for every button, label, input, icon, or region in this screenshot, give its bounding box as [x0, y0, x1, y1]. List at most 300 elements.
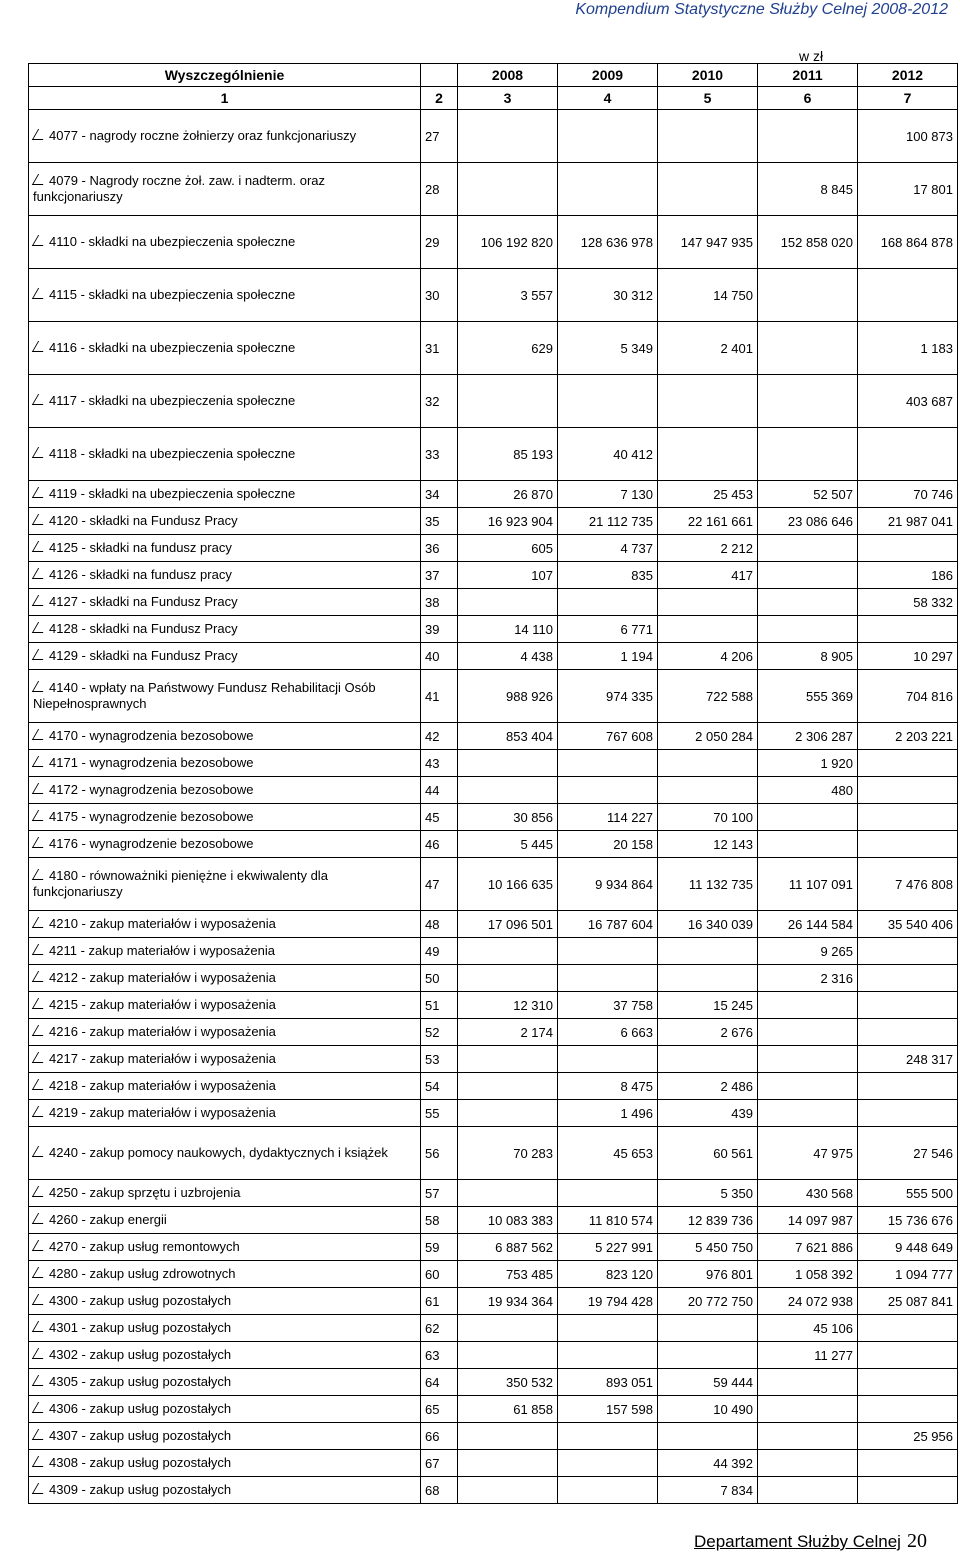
value-cell-2010: 60 561	[658, 1127, 758, 1180]
value-cell-2012	[858, 804, 958, 831]
row-description-text: 4302 - zakup usług pozostałych	[49, 1347, 232, 1362]
value-cell-2009: 37 758	[558, 992, 658, 1019]
row-description	[29, 322, 421, 375]
value-cell-2012: 704 816	[858, 670, 958, 723]
value-cell-2012	[858, 938, 958, 965]
value-cell-2008	[458, 1450, 558, 1477]
value-cell-2009: 823 120	[558, 1261, 658, 1288]
row-description-text: 4176 - wynagrodzenie bezosobowe	[49, 836, 254, 851]
value-cell-2010	[658, 750, 758, 777]
cell-marker-icon	[32, 1079, 49, 1090]
row-index: 38	[421, 589, 458, 616]
row-description-text: 4119 - składki na ubezpieczenia społeczne	[49, 486, 296, 501]
table-row	[29, 992, 958, 1019]
row-description-text: 4079 - Nagrody roczne żoł. zaw. i nadterm. oraz funkcjonariuszy	[33, 173, 326, 204]
row-description	[29, 858, 421, 911]
row-index: 68	[421, 1477, 458, 1504]
table-row	[29, 938, 958, 965]
row-description	[29, 589, 421, 616]
row-description-text: 4240 - zakup pomocy naukowych, dydaktycznych i książek	[49, 1145, 388, 1160]
row-description	[29, 535, 421, 562]
value-cell-2012: 100 873	[858, 110, 958, 163]
table-row	[29, 1342, 958, 1369]
row-description-text: 4140 - wpłaty na Państwowy Fundusz Rehabilitacji Osób Niepełnosprawnych	[33, 680, 376, 711]
value-cell-2012: 168 864 878	[858, 216, 958, 269]
value-cell-2011	[758, 1073, 858, 1100]
value-cell-2011: 2 316	[758, 965, 858, 992]
cell-marker-icon	[32, 681, 49, 692]
value-cell-2008: 107	[458, 562, 558, 589]
row-description	[29, 1207, 421, 1234]
row-description	[29, 1019, 421, 1046]
row-index: 34	[421, 481, 458, 508]
value-cell-2012: 15 736 676	[858, 1207, 958, 1234]
value-cell-2009: 8 475	[558, 1073, 658, 1100]
value-cell-2011: 9 265	[758, 938, 858, 965]
row-description	[29, 1315, 421, 1342]
value-cell-2010: 439	[658, 1100, 758, 1127]
value-cell-2011: 1 920	[758, 750, 858, 777]
row-index: 61	[421, 1288, 458, 1315]
page-footer	[694, 1530, 927, 1553]
cell-marker-icon	[32, 971, 49, 982]
value-cell-2008: 30 856	[458, 804, 558, 831]
value-cell-2012	[858, 1477, 958, 1504]
value-cell-2010	[658, 1342, 758, 1369]
value-cell-2010: 12 839 736	[658, 1207, 758, 1234]
value-cell-2011	[758, 1019, 858, 1046]
row-description-text: 4128 - składki na Fundusz Pracy	[49, 621, 238, 636]
value-cell-2011: 24 072 938	[758, 1288, 858, 1315]
value-cell-2008	[458, 1423, 558, 1450]
value-cell-2008	[458, 110, 558, 163]
row-description	[29, 938, 421, 965]
cell-marker-icon	[32, 729, 49, 740]
value-cell-2012	[858, 1019, 958, 1046]
value-cell-2012: 70 746	[858, 481, 958, 508]
row-description-text: 4280 - zakup usług zdrowotnych	[49, 1266, 236, 1281]
table-row	[29, 911, 958, 938]
value-cell-2008	[458, 1315, 558, 1342]
row-index: 29	[421, 216, 458, 269]
row-description-text: 4305 - zakup usług pozostałych	[49, 1374, 232, 1389]
table-row	[29, 1477, 958, 1504]
value-cell-2010	[658, 965, 758, 992]
value-cell-2010: 44 392	[658, 1450, 758, 1477]
value-cell-2009: 7 130	[558, 481, 658, 508]
row-index: 67	[421, 1450, 458, 1477]
value-cell-2011: 152 858 020	[758, 216, 858, 269]
value-cell-2009: 835	[558, 562, 658, 589]
cell-marker-icon	[32, 622, 49, 633]
value-cell-2008: 5 445	[458, 831, 558, 858]
value-cell-2010: 4 206	[658, 643, 758, 670]
cell-marker-icon	[32, 783, 49, 794]
cell-marker-icon	[32, 1483, 49, 1494]
value-cell-2012	[858, 992, 958, 1019]
value-cell-2010	[658, 1046, 758, 1073]
row-description	[29, 1046, 421, 1073]
value-cell-2009: 16 787 604	[558, 911, 658, 938]
row-index: 32	[421, 375, 458, 428]
value-cell-2008: 70 283	[458, 1127, 558, 1180]
value-cell-2011: 52 507	[758, 481, 858, 508]
value-cell-2008: 2 174	[458, 1019, 558, 1046]
row-description-text: 4215 - zakup materiałów i wyposażenia	[49, 997, 276, 1012]
value-cell-2008: 16 923 904	[458, 508, 558, 535]
row-description	[29, 1073, 421, 1100]
value-cell-2012	[858, 777, 958, 804]
table-row	[29, 1207, 958, 1234]
value-cell-2011	[758, 562, 858, 589]
row-index: 66	[421, 1423, 458, 1450]
value-cell-2009: 5 349	[558, 322, 658, 375]
row-description	[29, 481, 421, 508]
value-cell-2010	[658, 428, 758, 481]
cell-marker-icon	[32, 756, 49, 767]
table-row	[29, 322, 958, 375]
page-number: 20	[906, 1530, 927, 1552]
table-row	[29, 481, 958, 508]
table-row	[29, 269, 958, 322]
value-cell-2008	[458, 777, 558, 804]
value-cell-2008: 26 870	[458, 481, 558, 508]
value-cell-2010: 2 050 284	[658, 723, 758, 750]
cell-marker-icon	[32, 174, 49, 185]
cell-marker-icon	[32, 595, 49, 606]
value-cell-2010: 25 453	[658, 481, 758, 508]
value-cell-2011	[758, 804, 858, 831]
header-cell: Wyszczególnienie	[29, 64, 421, 87]
table-row	[29, 1315, 958, 1342]
value-cell-2012: 21 987 041	[858, 508, 958, 535]
value-cell-2008	[458, 1477, 558, 1504]
value-cell-2011	[758, 992, 858, 1019]
table-row	[29, 804, 958, 831]
row-description	[29, 562, 421, 589]
cell-marker-icon	[32, 1348, 49, 1359]
value-cell-2008	[458, 750, 558, 777]
value-cell-2012: 403 687	[858, 375, 958, 428]
row-description	[29, 616, 421, 643]
value-cell-2011	[758, 428, 858, 481]
cell-marker-icon	[32, 1240, 49, 1251]
value-cell-2011: 14 097 987	[758, 1207, 858, 1234]
row-index: 48	[421, 911, 458, 938]
value-cell-2012	[858, 1315, 958, 1342]
value-cell-2011	[758, 616, 858, 643]
row-description	[29, 110, 421, 163]
footer-department: Departament Służby Celnej	[694, 1532, 901, 1551]
cell-marker-icon	[32, 235, 49, 246]
row-description	[29, 269, 421, 322]
value-cell-2009: 893 051	[558, 1369, 658, 1396]
value-cell-2010	[658, 375, 758, 428]
value-cell-2012: 58 332	[858, 589, 958, 616]
row-description	[29, 777, 421, 804]
value-cell-2011: 480	[758, 777, 858, 804]
row-description	[29, 428, 421, 481]
value-cell-2008: 10 166 635	[458, 858, 558, 911]
value-cell-2011: 11 107 091	[758, 858, 858, 911]
row-description-text: 4216 - zakup materiałów i wyposażenia	[49, 1024, 276, 1039]
value-cell-2011	[758, 589, 858, 616]
table-row	[29, 1396, 958, 1423]
row-index: 44	[421, 777, 458, 804]
row-description-text: 4171 - wynagrodzenia bezosobowe	[49, 755, 254, 770]
row-description	[29, 911, 421, 938]
row-index: 49	[421, 938, 458, 965]
row-index: 35	[421, 508, 458, 535]
value-cell-2011	[758, 1046, 858, 1073]
value-cell-2011	[758, 269, 858, 322]
row-index: 53	[421, 1046, 458, 1073]
value-cell-2009: 767 608	[558, 723, 658, 750]
value-cell-2008: 12 310	[458, 992, 558, 1019]
row-description	[29, 1477, 421, 1504]
row-index: 47	[421, 858, 458, 911]
table-row	[29, 163, 958, 216]
row-description-text: 4118 - składki na ubezpieczenia społeczne	[49, 446, 296, 461]
value-cell-2009: 5 227 991	[558, 1234, 658, 1261]
value-cell-2009: 157 598	[558, 1396, 658, 1423]
row-index: 57	[421, 1180, 458, 1207]
value-cell-2012: 25 956	[858, 1423, 958, 1450]
value-cell-2010: 2 212	[658, 535, 758, 562]
value-cell-2012: 1 094 777	[858, 1261, 958, 1288]
value-cell-2012	[858, 1073, 958, 1100]
row-index: 64	[421, 1369, 458, 1396]
table-row	[29, 723, 958, 750]
header-cell: 2010	[658, 64, 758, 87]
row-description	[29, 643, 421, 670]
value-cell-2009: 114 227	[558, 804, 658, 831]
value-cell-2011: 8 905	[758, 643, 858, 670]
table-row	[29, 1369, 958, 1396]
value-cell-2009: 1 496	[558, 1100, 658, 1127]
cell-marker-icon	[32, 1052, 49, 1063]
cell-marker-icon	[32, 1186, 49, 1197]
row-index: 27	[421, 110, 458, 163]
value-cell-2008	[458, 1073, 558, 1100]
value-cell-2011	[758, 535, 858, 562]
value-cell-2012: 17 801	[858, 163, 958, 216]
value-cell-2009: 30 312	[558, 269, 658, 322]
value-cell-2008	[458, 1100, 558, 1127]
value-cell-2011	[758, 1423, 858, 1450]
value-cell-2010: 11 132 735	[658, 858, 758, 911]
value-cell-2008	[458, 1342, 558, 1369]
value-cell-2009: 974 335	[558, 670, 658, 723]
row-index: 37	[421, 562, 458, 589]
value-cell-2010: 722 588	[658, 670, 758, 723]
row-description-text: 4217 - zakup materiałów i wyposażenia	[49, 1051, 276, 1066]
row-index: 55	[421, 1100, 458, 1127]
row-description-text: 4077 - nagrody roczne żołnierzy oraz funkcjonariuszy	[49, 128, 357, 143]
table-row	[29, 1180, 958, 1207]
row-description-text: 4117 - składki na ubezpieczenia społeczne	[49, 393, 296, 408]
value-cell-2009: 1 194	[558, 643, 658, 670]
value-cell-2008: 350 532	[458, 1369, 558, 1396]
row-description	[29, 375, 421, 428]
value-cell-2010: 2 676	[658, 1019, 758, 1046]
row-description	[29, 750, 421, 777]
value-cell-2008: 19 934 364	[458, 1288, 558, 1315]
value-cell-2008	[458, 375, 558, 428]
value-cell-2008	[458, 163, 558, 216]
value-cell-2008: 4 438	[458, 643, 558, 670]
value-cell-2010	[658, 938, 758, 965]
value-cell-2011	[758, 1450, 858, 1477]
row-description	[29, 831, 421, 858]
row-description-text: 4212 - zakup materiałów i wyposażenia	[49, 970, 276, 985]
row-index: 50	[421, 965, 458, 992]
table-row	[29, 1127, 958, 1180]
table-row	[29, 1234, 958, 1261]
table-row	[29, 589, 958, 616]
row-index: 39	[421, 616, 458, 643]
row-description-text: 4306 - zakup usług pozostałych	[49, 1401, 232, 1416]
row-description	[29, 804, 421, 831]
table-row	[29, 562, 958, 589]
value-cell-2011: 45 106	[758, 1315, 858, 1342]
cell-marker-icon	[32, 1025, 49, 1036]
cell-marker-icon	[32, 1294, 49, 1305]
value-cell-2009	[558, 589, 658, 616]
table-row	[29, 535, 958, 562]
row-description	[29, 723, 421, 750]
table-row	[29, 777, 958, 804]
value-cell-2008: 85 193	[458, 428, 558, 481]
row-description-text: 4218 - zakup materiałów i wyposażenia	[49, 1078, 276, 1093]
row-index: 31	[421, 322, 458, 375]
value-cell-2011: 26 144 584	[758, 911, 858, 938]
value-cell-2011: 11 277	[758, 1342, 858, 1369]
value-cell-2009: 4 737	[558, 535, 658, 562]
value-cell-2008	[458, 938, 558, 965]
row-description	[29, 1396, 421, 1423]
row-index: 62	[421, 1315, 458, 1342]
value-cell-2009	[558, 1046, 658, 1073]
value-cell-2012	[858, 1369, 958, 1396]
cell-marker-icon	[32, 1146, 49, 1157]
row-description-text: 4110 - składki na ubezpieczenia społeczne	[49, 234, 296, 249]
cell-marker-icon	[32, 288, 49, 299]
cell-marker-icon	[32, 810, 49, 821]
value-cell-2012: 248 317	[858, 1046, 958, 1073]
table-row	[29, 375, 958, 428]
row-description	[29, 992, 421, 1019]
table-row	[29, 616, 958, 643]
value-cell-2011	[758, 375, 858, 428]
cell-marker-icon	[32, 129, 49, 140]
header-cell: 5	[658, 87, 758, 110]
row-index: 28	[421, 163, 458, 216]
row-description-text: 4120 - składki na Fundusz Pracy	[49, 513, 238, 528]
table-row	[29, 643, 958, 670]
value-cell-2008: 14 110	[458, 616, 558, 643]
row-index: 41	[421, 670, 458, 723]
value-cell-2009	[558, 163, 658, 216]
row-index: 58	[421, 1207, 458, 1234]
value-cell-2009: 6 663	[558, 1019, 658, 1046]
value-cell-2008	[458, 965, 558, 992]
value-cell-2012: 27 546	[858, 1127, 958, 1180]
value-cell-2009: 21 112 735	[558, 508, 658, 535]
row-description-text: 4219 - zakup materiałów i wyposażenia	[49, 1105, 276, 1120]
table-row	[29, 965, 958, 992]
unit-label: w zł	[798, 48, 824, 64]
row-description	[29, 1450, 421, 1477]
table-row	[29, 1100, 958, 1127]
value-cell-2009	[558, 750, 658, 777]
header-cell: 2008	[458, 64, 558, 87]
value-cell-2008: 106 192 820	[458, 216, 558, 269]
value-cell-2012: 9 448 649	[858, 1234, 958, 1261]
value-cell-2008: 61 858	[458, 1396, 558, 1423]
value-cell-2010: 16 340 039	[658, 911, 758, 938]
table-row	[29, 110, 958, 163]
row-index: 60	[421, 1261, 458, 1288]
value-cell-2011: 2 306 287	[758, 723, 858, 750]
value-cell-2010: 14 750	[658, 269, 758, 322]
value-cell-2009: 45 653	[558, 1127, 658, 1180]
value-cell-2010	[658, 589, 758, 616]
value-cell-2012	[858, 831, 958, 858]
row-description-text: 4172 - wynagrodzenia bezosobowe	[49, 782, 254, 797]
value-cell-2009	[558, 1450, 658, 1477]
row-description-text: 4210 - zakup materiałów i wyposażenia	[49, 916, 276, 931]
value-cell-2008	[458, 589, 558, 616]
row-index: 42	[421, 723, 458, 750]
value-cell-2012	[858, 1100, 958, 1127]
row-description	[29, 508, 421, 535]
row-description	[29, 1127, 421, 1180]
cell-marker-icon	[32, 487, 49, 498]
row-index: 59	[421, 1234, 458, 1261]
header-cell: 6	[758, 87, 858, 110]
value-cell-2012	[858, 1450, 958, 1477]
value-cell-2008: 17 096 501	[458, 911, 558, 938]
header-cell: 1	[29, 87, 421, 110]
value-cell-2011: 47 975	[758, 1127, 858, 1180]
header-cell: 2011	[758, 64, 858, 87]
row-description-text: 4115 - składki na ubezpieczenia społeczne	[49, 287, 296, 302]
row-description-text: 4180 - równoważniki pieniężne i ekwiwalenty dla funkcjonariuszy	[33, 868, 328, 899]
value-cell-2008: 3 557	[458, 269, 558, 322]
row-description-text: 4301 - zakup usług pozostałych	[49, 1320, 232, 1335]
cell-marker-icon	[32, 1321, 49, 1332]
row-description-text: 4125 - składki na fundusz pracy	[49, 540, 232, 555]
value-cell-2011	[758, 322, 858, 375]
header-cell	[421, 64, 458, 87]
cell-marker-icon	[32, 649, 49, 660]
value-cell-2010: 2 401	[658, 322, 758, 375]
value-cell-2010: 147 947 935	[658, 216, 758, 269]
value-cell-2009	[558, 1477, 658, 1504]
row-description	[29, 1342, 421, 1369]
row-description-text: 4126 - składki na fundusz pracy	[49, 567, 232, 582]
row-description-text: 4129 - składki na Fundusz Pracy	[49, 648, 238, 663]
row-index: 45	[421, 804, 458, 831]
cell-marker-icon	[32, 1402, 49, 1413]
value-cell-2008	[458, 1046, 558, 1073]
row-description	[29, 216, 421, 269]
cell-marker-icon	[32, 1267, 49, 1278]
value-cell-2009: 19 794 428	[558, 1288, 658, 1315]
value-cell-2010: 976 801	[658, 1261, 758, 1288]
table-row	[29, 670, 958, 723]
